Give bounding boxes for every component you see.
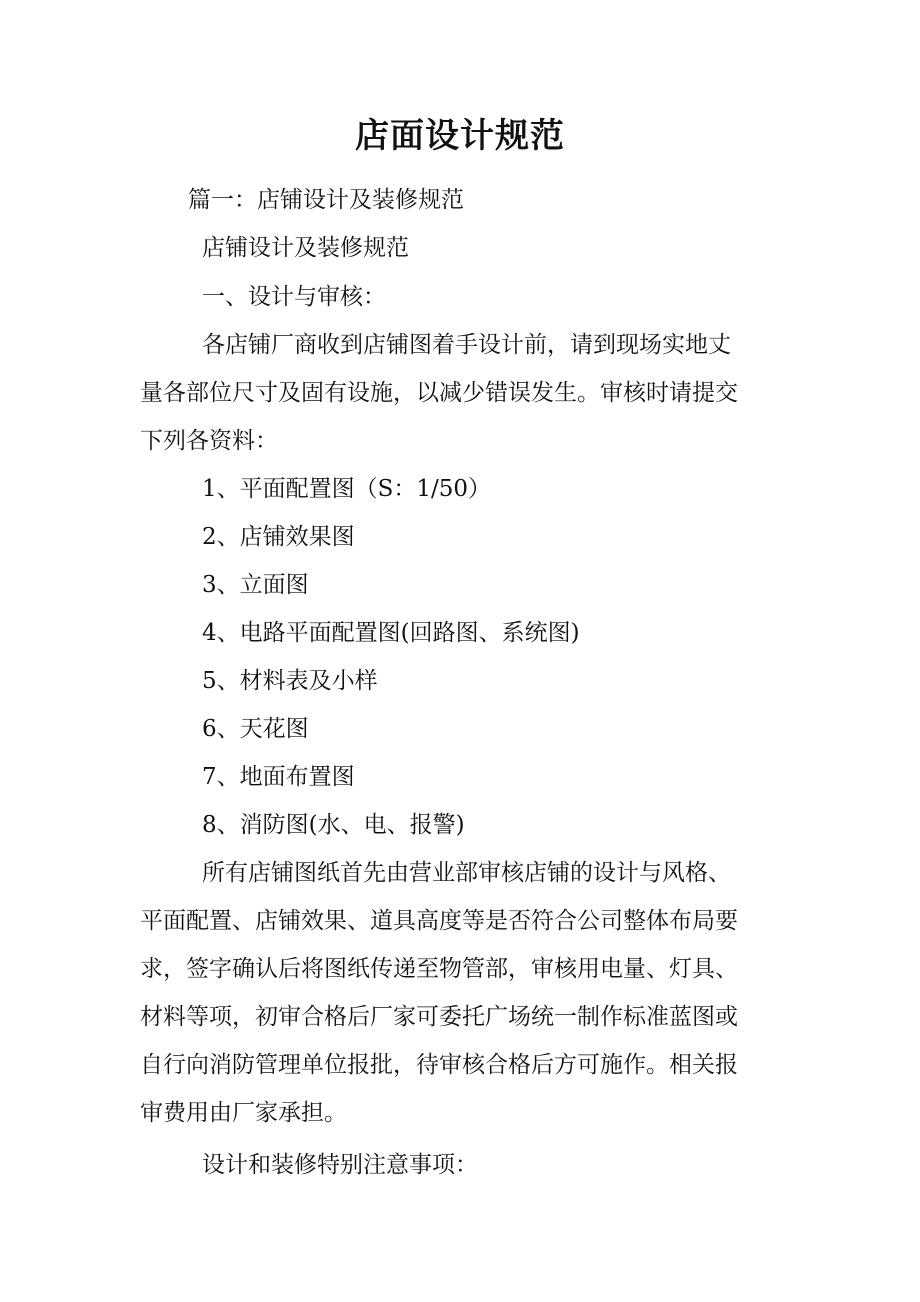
paragraph-line: 量各部位尺寸及固有设施，以减少错误发生。审核时请提交 <box>140 380 738 406</box>
list-item: 4、电路平面配置图(回路图、系统图) <box>202 620 580 646</box>
paragraph-line: 自行向消防管理单位报批，待审核合格后方可施作。相关报 <box>140 1052 738 1078</box>
list-item: 5、材料表及小样 <box>202 668 378 694</box>
list-item: 1、平面配置图（S：1/50） <box>202 476 492 502</box>
list-item: 7、地面布置图 <box>202 764 355 790</box>
list-item: 3、立面图 <box>202 572 309 598</box>
paragraph-line: 审费用由厂家承担。 <box>140 1100 347 1126</box>
list-item: 8、消防图(水、电、报警) <box>202 812 465 838</box>
notes-heading: 设计和装修特别注意事项： <box>202 1152 478 1178</box>
section-1-heading: 一、设计与审核： <box>202 284 386 310</box>
list-item: 6、天花图 <box>202 716 309 742</box>
section-heading: 店铺设计及装修规范 <box>202 235 409 261</box>
paragraph-line: 求，签字确认后将图纸传递至物管部，审核用电量、灯具、 <box>140 956 738 982</box>
page-title: 店面设计规范 <box>355 116 565 156</box>
paragraph-line: 各店铺厂商收到店铺图着手设计前，请到现场实地丈 <box>202 332 731 358</box>
paragraph-line: 材料等项，初审合格后厂家可委托广场统一制作标准蓝图或 <box>140 1004 738 1030</box>
subtitle: 篇一：店铺设计及装修规范 <box>188 187 464 213</box>
paragraph-line: 平面配置、店铺效果、道具高度等是否符合公司整体布局要 <box>140 908 738 934</box>
paragraph-line: 所有店铺图纸首先由营业部审核店铺的设计与风格、 <box>202 860 731 886</box>
paragraph-line: 下列各资料： <box>140 428 278 454</box>
list-item: 2、店铺效果图 <box>202 524 355 550</box>
